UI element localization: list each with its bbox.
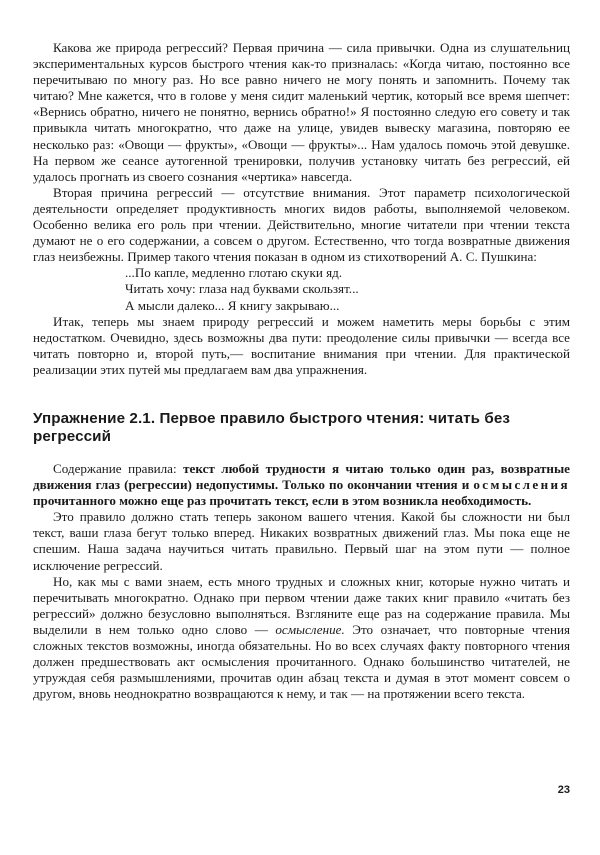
rule-bold-text: текст любой трудности я читаю только один раз, возвратные движения глаз (регрессии) недопустимы. Только по окончании чтения и [33,460,570,493]
rule-paragraph [33,461,570,509]
poem-quote [125,265,570,313]
italic-word: осмысление. [275,621,345,637]
rule-spaced-word: осмысления [473,477,570,493]
page-content [33,40,570,702]
paragraph: Вторая причина регрессий — отсутствие внимания. Этот параметр психологической деятельности определяет продуктивность многих видов работы, выполняемой человеком. Особенно велика его роль при чтении. Действительно, многие читатели при чтении текста думают не о его содержании, а совсем о другом. Естественно, что тогда возвратные движения глаз неизбежны. Пример такого чтения показан в одном из стихотворений А. С. Пушкина: [33,184,570,265]
page-number: 23 [557,784,570,796]
section-heading: Упражнение 2.1. Первое правило быстрого чтения: читать без регрессий [33,409,511,446]
rule-bold-text-end: прочитанного можно еще раз прочитать текст, если в этом возникла необходимость. [33,493,532,509]
rule-lead: Содержание правила: [53,460,184,476]
poem-line: ...По капле, медленно глотаю скуки яд. [125,265,343,281]
poem-line: Читать хочу: глаза над буквами скользят... [125,281,359,297]
paragraph: Какова же природа регрессий? Первая причина — сила привычки. Одна из слушательниц экспериментальных курсов быстрого чтения как-то призналась: «Когда читаю, постоянно все перечитываю по многу раз. Но все равно ничего не могу понять и запомнить. Почему так читаю? Мне кажется, что в голове у меня сидит маленький чертик, который все время шепчет: «Вернись обратно, ничего не понятно, вернись обратно!» Я постоянно следую его совету и так привыкла читать многократно, что даже на улице, увидев вывеску магазина, повторяю ее несколько раз: «Овощи — фрукты», «Овощи — фрукты»... Нам удалось помочь этой девушке. На первом же сеансе аутогенной тренировки, получив установку читать без регрессий, ей удалось прогнать из своего сознания «чертика» навсегда. [33,40,570,184]
paragraph-text: Но, как мы с вами знаем, есть много трудных и сложных книг, которые нужно читать и перечитывать многократно. Однако при первом чтении даже таких книг правило «читать без регрессий» должно безусловно выполняться. Взгляните еще раз на содержание правила. Мы выделили в нем только одно слово — [33,573,570,637]
poem-line: А мысли далеко... Я книгу закрываю... [125,297,340,313]
paragraph-text-end: Это означает, что повторные чтения сложных текстов возможны, иногда обязательны. Но во всех случаях факту повторного чтения должен предшествовать акт осмысления прочитанного. Однако большинство читателей, не утруждая себя размышлениями, прочитав один абзац текста и думая в этот момент совсем о другом, вновь неоднократно возвращаются к нему, и так — на протяжении всего текста. [33,621,570,702]
paragraph: Это правило должно стать теперь законом вашего чтения. Какой бы сложности ни был текст, ваши глаза бегут только вперед. Никаких возвратных движений глаз. Мы пока еще не спешим. Наша задача научиться читать правильно. Первый шаг на этом пути — полное исключение регрессий. [33,509,570,573]
paragraph: Итак, теперь мы знаем природу регрессий и можем наметить меры борьбы с этим недостатком. Очевидно, здесь возможны два пути: преодоление силы привычки — всегда все читать повторно и, второй путь,— воспитание внимания при чтении. Для практической реализации этих путей мы предлагаем вам два упражнения. [33,313,570,377]
paragraph [33,574,570,703]
